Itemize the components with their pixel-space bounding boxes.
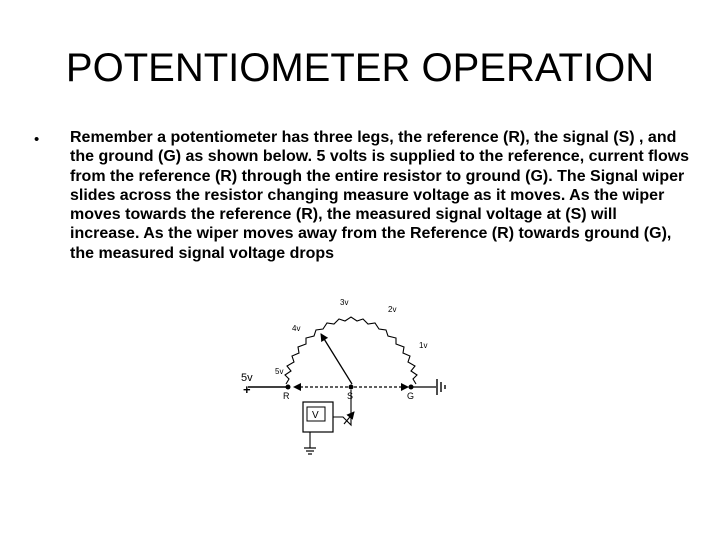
body-paragraph: Remember a potentiometer has three legs, the reference (R), the signal (S) , and the ground (G) as shown below. 5 volts is supplied to the reference, current flows from the reference (R) through the entire resistor to ground (G). The Signal wiper slides across the resistor changing measure voltage as it moves. As the wiper moves towards the reference (R), the measured signal voltage at (S) will increase. As the wiper moves away from the Reference (R) towards ground (G), the measured signal voltage drops xyxy=(70,129,690,262)
supply-plus-sign: + xyxy=(243,382,251,397)
ground-icon xyxy=(437,379,445,395)
voltmeter-label: V xyxy=(312,410,319,421)
terminal-ground-dot xyxy=(409,385,414,390)
voltage-label-3v: 3v xyxy=(340,298,349,307)
potentiometer-diagram xyxy=(230,292,460,462)
terminal-signal-label: S xyxy=(347,391,354,401)
meter-ground-icon xyxy=(304,448,316,454)
voltage-label-4v: 4v xyxy=(292,324,301,333)
meter-lead-arrow xyxy=(344,412,354,424)
voltage-label-2v: 2v xyxy=(388,305,397,314)
voltage-label-1v: 1v xyxy=(419,341,428,350)
terminal-signal-dot xyxy=(349,385,354,390)
wiper-arrow xyxy=(321,334,352,384)
voltage-label-5v: 5v xyxy=(275,367,284,376)
resistor-arc xyxy=(285,317,417,384)
bullet-marker: • xyxy=(34,131,40,148)
slide-title: POTENTIOMETER OPERATION xyxy=(65,46,655,90)
terminal-reference-dot xyxy=(286,385,291,390)
terminal-ground-label: G xyxy=(407,391,415,401)
supply-voltage-label: 5v xyxy=(241,372,253,384)
terminal-reference-label: R xyxy=(283,391,290,401)
